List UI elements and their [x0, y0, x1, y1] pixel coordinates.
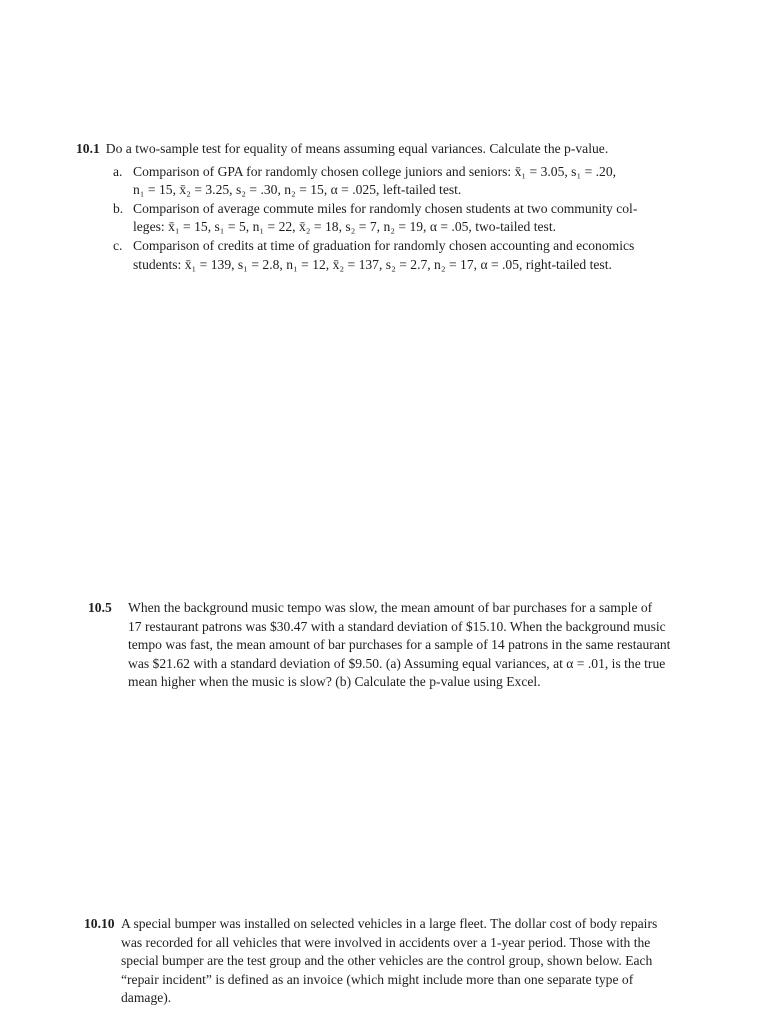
item-line: Comparison of credits at time of graduation for randomly chosen accounting and economics — [133, 237, 635, 253]
problem-10-1-items — [76, 163, 682, 275]
text-line: damage). — [121, 990, 172, 1006]
problem-10-10-body — [84, 915, 706, 1008]
text-line: mean higher when the music is slow? (b) Calculate the p-value using Excel. — [128, 674, 541, 690]
item-letter: c. — [113, 237, 123, 253]
problem-10-1 — [76, 140, 682, 274]
problem-10-1-intro — [76, 140, 682, 159]
problem-text: Do a two-sample test for equality of means assuming equal variances. Calculate the p-value. — [105, 141, 609, 156]
problem-10-5 — [88, 599, 702, 692]
item-line: Comparison of GPA for randomly chosen college juniors and seniors: x̄₁ = 3.05, s₁ = .20, — [133, 163, 617, 179]
item-line: n₁ = 15, x̄₂ = 3.25, s₂ = .30, n₂ = 15, α = .025, left-tailed test. — [133, 182, 462, 198]
item-line: leges: x̄₁ = 15, s₁ = 5, n₁ = 22, x̄₂ = 18, s₂ = 7, n₂ = 19, α = .05, two-tailed test. — [133, 219, 556, 235]
problem-10-5-body — [88, 599, 702, 692]
problem-number: 10.1 — [76, 141, 100, 156]
text-line: A special bumper was installed on selected vehicles in a large fleet. The dollar cost of body repairs — [121, 916, 658, 931]
list-item — [113, 200, 682, 237]
list-item — [113, 237, 682, 274]
problem-10-10 — [84, 915, 706, 1008]
list-item — [113, 163, 682, 200]
text-line: was $21.62 with a standard deviation of $9.50. (a) Assuming equal variances, at α = .01, is the true — [128, 655, 666, 671]
text-line: 17 restaurant patrons was $30.47 with a standard deviation of $15.10. When the background music — [128, 618, 666, 634]
text-line: special bumper are the test group and the other vehicles are the control group, shown below. Each — [121, 953, 653, 969]
text-line: When the background music tempo was slow, the mean amount of bar purchases for a sample of — [128, 600, 653, 615]
text-line: was recorded for all vehicles that were involved in accidents over a 1-year period. Those with the — [121, 934, 651, 950]
item-letter: b. — [113, 200, 124, 216]
item-line: students: x̄₁ = 139, s₁ = 2.8, n₁ = 12, x̄₂ = 137, s₂ = 2.7, n₂ = 17, α = .05, right-tailed test. — [133, 256, 612, 272]
problem-number: 10.5 — [88, 600, 112, 615]
text-line: “repair incident” is defined as an invoice (which might include more than one separate type of — [121, 971, 634, 987]
item-letter: a. — [113, 163, 123, 179]
text-line: tempo was fast, the mean amount of bar purchases for a sample of 14 patrons in the same restaurant — [128, 637, 671, 653]
problem-number: 10.10 — [84, 916, 115, 931]
item-line: Comparison of average commute miles for randomly chosen students at two community col- — [133, 200, 638, 216]
